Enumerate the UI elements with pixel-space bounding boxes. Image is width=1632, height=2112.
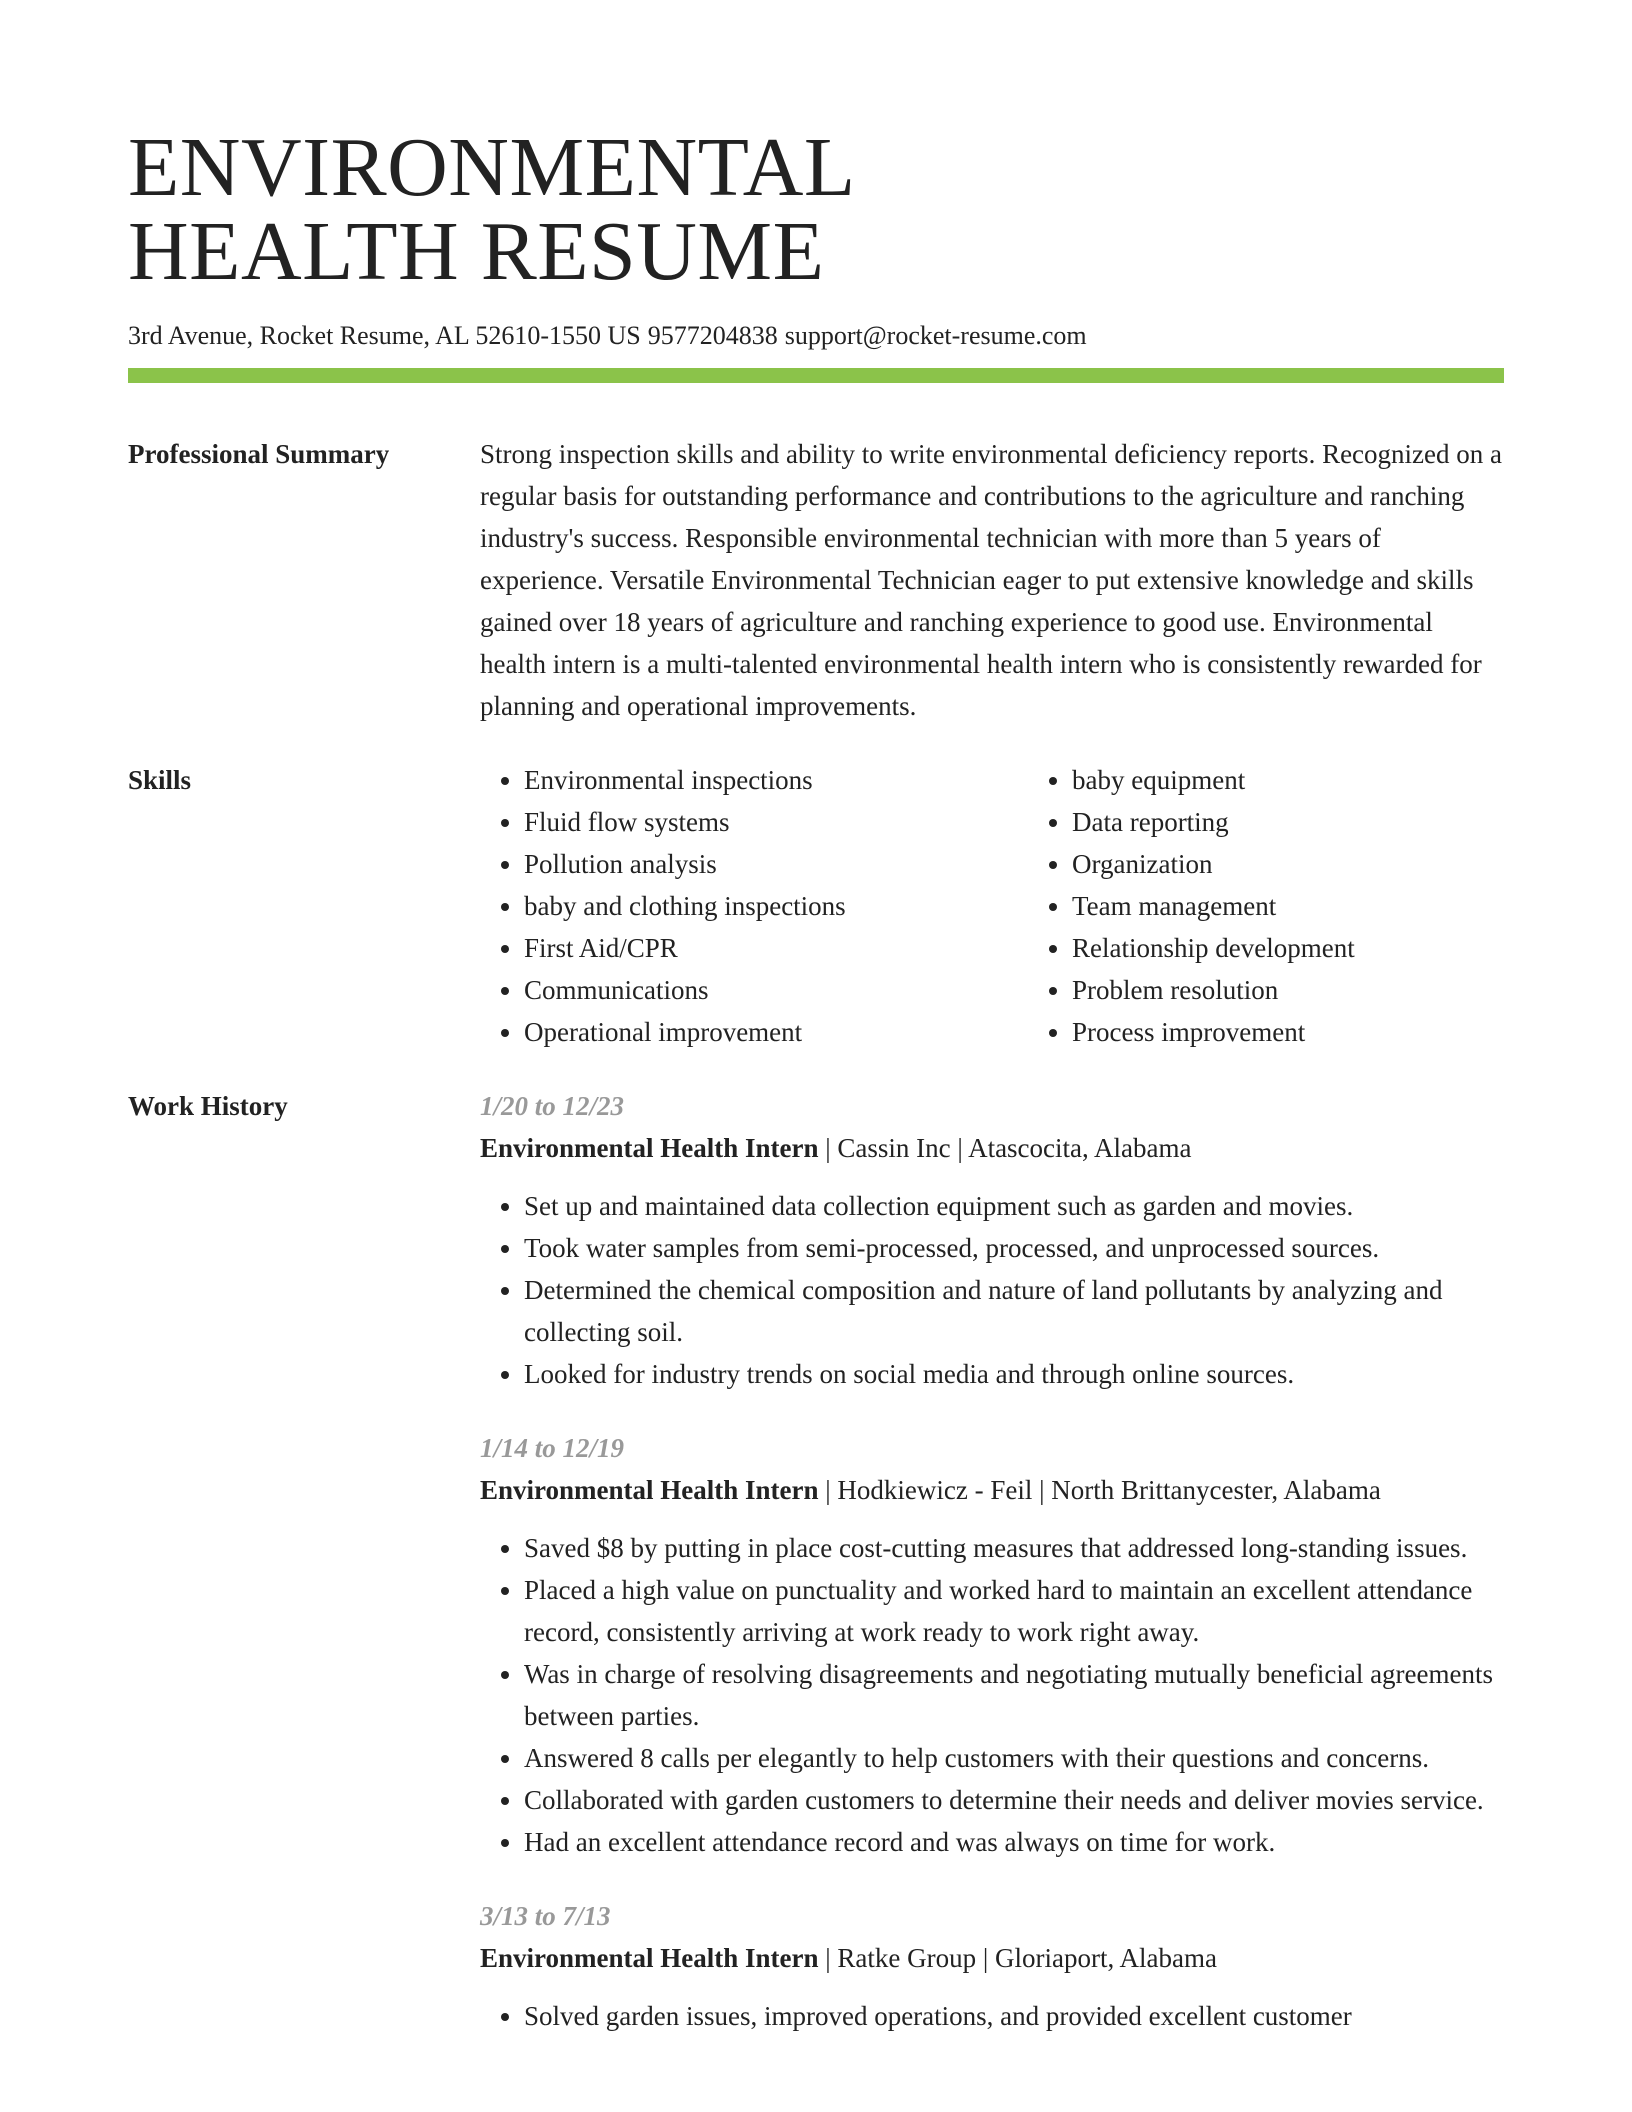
job-bullet: • Solved garden issues, improved operations, and provided excellent customer: [524, 1995, 1504, 2037]
contact-line: [128, 320, 1504, 352]
summary-text: Strong inspection skills and ability to write environmental deficiency reports. Recognized on a regular basis for outstanding performance and contributions to the agriculture and ranching industry's success. Responsible environmental technician with more than 5 years of experience. Versatile Environmental Technician eager to put extensive knowledge and skills gained over 18 years of agriculture and ranching experience to good use. Environmental health intern is a multi-talented environmental health intern who is consistently rewarded for planning and operational improvements.: [480, 439, 1502, 721]
job-bullet: • Collaborated with garden customers to determine their needs and deliver movies service.: [524, 1779, 1504, 1821]
skill-item: • Process improvement: [1072, 1011, 1576, 1053]
job-entry: [480, 1085, 1504, 1395]
title-line-2: HEALTH RESUME: [128, 205, 825, 298]
title-line-1: ENVIRONMENTAL: [128, 121, 856, 214]
skills-list-left: [480, 759, 1028, 1053]
job-header: [480, 1937, 1504, 1979]
skill-item: • baby and clothing inspections: [524, 885, 1028, 927]
skill-item: • baby equipment: [1072, 759, 1576, 801]
job-entry: [480, 1427, 1504, 1863]
job-details: | Ratke Group | Gloriaport, Alabama: [818, 1943, 1217, 1973]
job-bullet: • Set up and maintained data collection equipment such as garden and movies.: [524, 1185, 1504, 1227]
job-header: [480, 1127, 1504, 1169]
job-title: Environmental Health Intern: [480, 1943, 819, 1973]
job-dates: 1/20 to 12/23: [480, 1091, 625, 1121]
skill-item: • Communications: [524, 969, 1028, 1011]
job-bullets: [480, 1185, 1504, 1395]
contact-email: support@rocket-resume.com: [784, 321, 1087, 350]
skill-item: • Relationship development: [1072, 927, 1576, 969]
job-details: | Cassin Inc | Atascocita, Alabama: [818, 1133, 1192, 1163]
skill-item: • Team management: [1072, 885, 1576, 927]
job-bullet: • Determined the chemical composition and nature of land pollutants by analyzing and collecting soil.: [524, 1269, 1504, 1353]
skills-columns: [480, 759, 1576, 1053]
job-bullet: • Had an excellent attendance record and was always on time for work.: [524, 1821, 1504, 1863]
job-bullet: • Was in charge of resolving disagreements and negotiating mutually beneficial agreements between parties.: [524, 1653, 1504, 1737]
skill-item: • Data reporting: [1072, 801, 1576, 843]
skill-item: • Organization: [1072, 843, 1576, 885]
skill-item: • Pollution analysis: [524, 843, 1028, 885]
job-title: Environmental Health Intern: [480, 1475, 819, 1505]
skills-heading: Skills: [128, 765, 192, 795]
skill-item: • Problem resolution: [1072, 969, 1576, 1011]
work-history-body: [480, 1085, 1504, 2069]
job-dates: 3/13 to 7/13: [480, 1901, 611, 1931]
summary-heading: Professional Summary: [128, 439, 390, 469]
resume-title: [128, 121, 1504, 298]
job-bullet: • Placed a high value on punctuality and worked hard to maintain an excellent attendance record, consistently arriving at work ready to work right away.: [524, 1569, 1504, 1653]
job-dates: 1/14 to 12/19: [480, 1433, 625, 1463]
skills-section: [128, 759, 1504, 1053]
job-bullet: • Looked for industry trends on social media and through online sources.: [524, 1353, 1504, 1395]
job-entry: [480, 1895, 1504, 2037]
job-bullet: • Answered 8 calls per elegantly to help customers with their questions and concerns.: [524, 1737, 1504, 1779]
contact-phone: 9577204838: [647, 321, 778, 350]
job-bullet: • Saved $8 by putting in place cost-cutting measures that addressed long-standing issues.: [524, 1527, 1504, 1569]
work-history-section: [128, 1085, 1504, 2069]
job-bullets: [480, 1995, 1504, 2037]
skill-item: • Operational improvement: [524, 1011, 1028, 1053]
skills-list-right: [1028, 759, 1576, 1053]
contact-address: 3rd Avenue, Rocket Resume, AL 52610-1550 US: [128, 321, 641, 350]
summary-section: [128, 433, 1504, 727]
job-bullets: [480, 1527, 1504, 1863]
job-title: Environmental Health Intern: [480, 1133, 819, 1163]
job-header: [480, 1469, 1504, 1511]
skill-item: • First Aid/CPR: [524, 927, 1028, 969]
accent-divider: [128, 368, 1504, 383]
skill-item: • Environmental inspections: [524, 759, 1028, 801]
job-details: | Hodkiewicz - Feil | North Brittanycester, Alabama: [818, 1475, 1381, 1505]
work-history-heading: Work History: [128, 1091, 288, 1121]
skill-item: • Fluid flow systems: [524, 801, 1028, 843]
job-bullet: • Took water samples from semi-processed, processed, and unprocessed sources.: [524, 1227, 1504, 1269]
